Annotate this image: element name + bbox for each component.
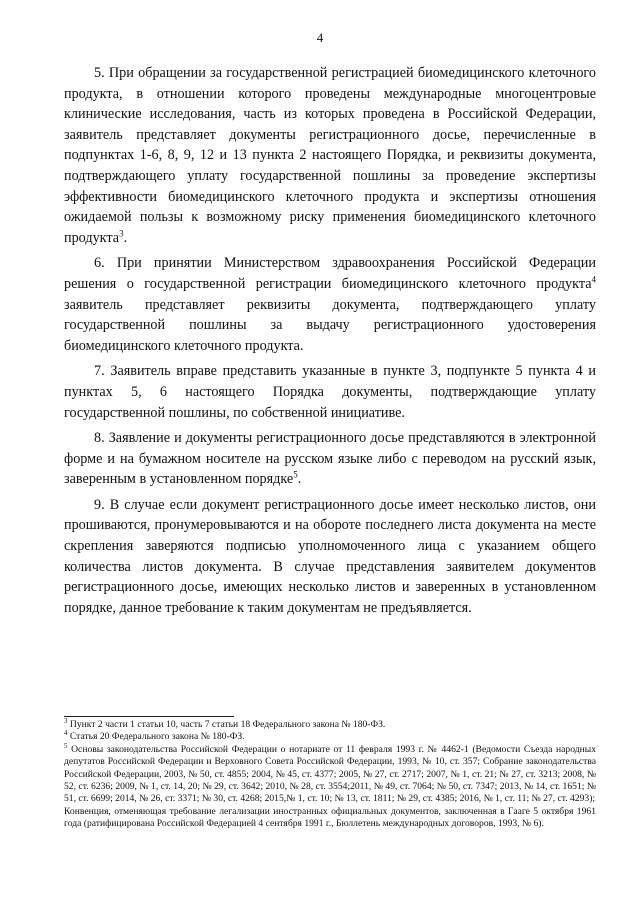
footnote-text: Основы законодательства Российской Федерации о нотариате от 11 февраля 1993 г. № 4462-1 (Ведомости Съезда народных депутатов Российской Федерации и Верховного Совета Российской Федерации, 1993, № 10, ст. 357; Собрание законодательства Российской Федерации, 2003, № 50, ст. 4855; 2004, № 45, ст. 4377; 2005, № 27, ст. 2717; 2007, № 1, ст. 21; № 27, ст. 3213; 2008, № 52, ст. 6236; 2009, № 1, ст. 14, 20; № 29, ст. 3642; 2010, № 28, ст. 3554;2011, № 49, ст. 7064; № 50, ст. 7347; 2013, № 14, ст. 1651; № 51, ст. 6699; 2014, № 26, ст. 3371; № 30, ст. 4268; 2015,№ 1, ст. 10; № 13, ст. 1811; № 29, ст. 4385; 2016, № 1, ст. 11; № 27, ст. 4293); bbox=[64, 743, 596, 805]
paragraph-text: 6. При принятии Министерством здравоохранения Российской Федерации решения о государственной регистрации биомедицинского клеточного продукта bbox=[64, 255, 596, 292]
paragraph-9 bbox=[64, 495, 596, 619]
footnote-text: Пункт 2 части 1 статьи 10, часть 7 статьи 18 Федерального закона № 180-ФЗ. bbox=[67, 719, 386, 730]
footnote-3 bbox=[64, 716, 596, 731]
paragraph-tail: заявитель представляет реквизиты документа, подтверждающего уплату государственной пошлины за выдачу регистрационного удостоверения биомедицинского клеточного продукта. bbox=[64, 296, 596, 354]
footnote-mark: 3 bbox=[64, 716, 68, 725]
paragraph-text: 8. Заявление и документы регистрационного досье представляются в электронной форме и на бумажном носителе на русском языке либо с переводом на русский язык, заверенным в установленном порядке bbox=[64, 430, 596, 488]
paragraph-7 bbox=[64, 361, 596, 423]
paragraph-text: 9. В случае если документ регистрационного досье имеет несколько листов, они прошиваются, пронумеровываются и на обороте последнего листа документа на месте скрепления заверяются подписью уполномоченного лица с указанием общего количества листов документа. В случае представления заявителем документов регистрационного досье, имеющих несколько листов и заверенных в установленном порядке, данное требование к таким документам не предъявляется. bbox=[64, 496, 596, 616]
paragraph-tail: . bbox=[297, 471, 302, 488]
footnote-5 bbox=[64, 741, 596, 806]
footnote-ref: 4 bbox=[591, 274, 596, 285]
footnote-5-continued bbox=[64, 806, 596, 831]
footnote-mark: 4 bbox=[64, 729, 68, 738]
footnote-4 bbox=[64, 731, 596, 743]
paragraph-tail: . bbox=[123, 229, 128, 246]
footnote-ref: 5 bbox=[293, 469, 298, 480]
footnotes bbox=[64, 716, 596, 831]
paragraph-6 bbox=[64, 253, 596, 356]
footnote-mark: 5 bbox=[64, 741, 68, 750]
footnote-ref: 3 bbox=[119, 228, 124, 239]
main-text bbox=[64, 63, 596, 618]
paragraph-5 bbox=[64, 63, 596, 248]
footnote-text: Конвенция, отменяющая требование легализации иностранных официальных документов, заключенная в Гааге 5 октября 1961 года (ратифицирована Российской Федерацией 4 сентября 1991 г., Бюллетень международных договоров, 1993, № 6). bbox=[64, 805, 596, 830]
footnote-divider bbox=[64, 716, 234, 717]
paragraph-text: 7. Заявитель вправе представить указанные в пункте 3, подпункте 5 пункта 4 и пунктах 5, 6 настоящего Порядка документы, подтверждающие уплату государственной пошлины, по собственной инициативе. bbox=[64, 363, 596, 421]
paragraph-8 bbox=[64, 428, 596, 490]
page-number: 4 bbox=[316, 30, 324, 45]
paragraph-text: 5. При обращении за государственной регистрацией биомедицинского клеточного продукта, в отношении которого проведены международные многоцентровые клинические исследования, часть из которых проведена в Российской Федерации, заявитель представляет документы регистрационного досье, перечисленные в подпунктах 1-6, 8, 9, 12 и 13 пункта 2 настоящего Порядка, и реквизиты документа, подтверждающего уплату государственной пошлины за проведение экспертизы эффективности биомедицинского клеточного продукта и экспертизы отношения ожидаемой пользы к возможному риску применения биомедицинского клеточного продукта bbox=[64, 65, 596, 246]
footnote-text: Статья 20 Федерального закона № 180-ФЗ. bbox=[67, 731, 245, 743]
